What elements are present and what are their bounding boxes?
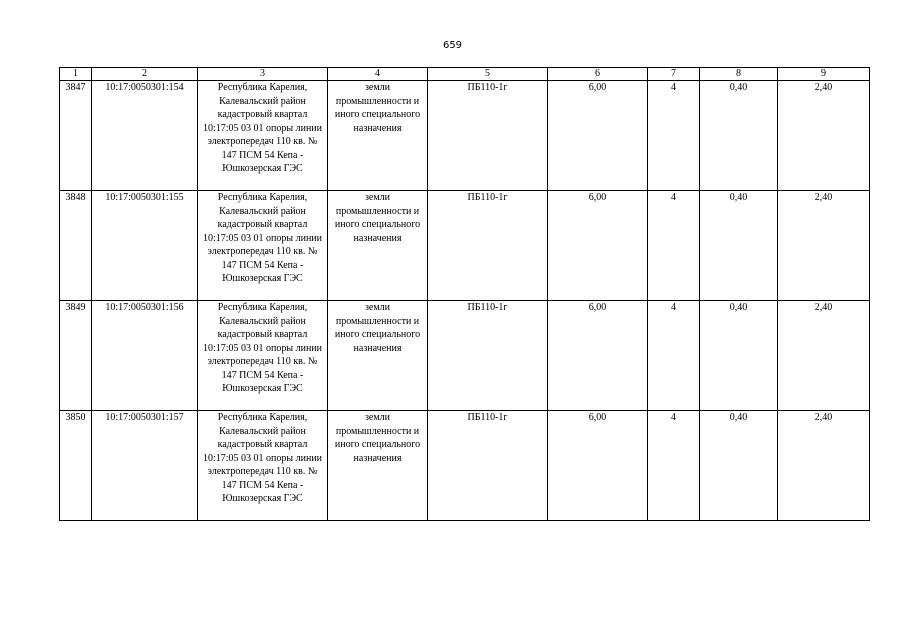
value-cell-7: 4 [648, 191, 700, 301]
support-type-cell: ПБ110-1г [428, 81, 548, 191]
value-cell-6: 6,00 [548, 411, 648, 521]
column-header: 5 [428, 68, 548, 81]
column-header: 4 [328, 68, 428, 81]
row-number: 3848 [60, 191, 92, 301]
value-cell-8: 0,40 [700, 81, 778, 191]
address-cell: Республика Карелия, Калевальский район кадастровый квартал 10:17:05 03 01 опоры линии электропередач 110 кв. № 147 ПСМ 54 Кепа - Юшкозерская ГЭС [198, 301, 328, 411]
page-number: 659 [442, 40, 463, 51]
cadastral-number: 10:17:0050301:155 [92, 191, 198, 301]
support-type-cell: ПБ110-1г [428, 191, 548, 301]
land-category-cell: земли промышленности и иного специального назначения [328, 411, 428, 521]
column-header: 6 [548, 68, 648, 81]
column-header: 3 [198, 68, 328, 81]
table-header-row [60, 68, 870, 81]
value-cell-8: 0,40 [700, 411, 778, 521]
address-cell: Республика Карелия, Калевальский район кадастровый квартал 10:17:05 03 01 опоры линии электропередач 110 кв. № 147 ПСМ 54 Кепа - Юшкозерская ГЭС [198, 81, 328, 191]
column-header: 9 [778, 68, 870, 81]
value-cell-9: 2,40 [778, 411, 870, 521]
column-header: 8 [700, 68, 778, 81]
cadastral-number: 10:17:0050301:157 [92, 411, 198, 521]
registry-table [59, 67, 870, 521]
column-header: 2 [92, 68, 198, 81]
value-cell-7: 4 [648, 411, 700, 521]
row-number: 3850 [60, 411, 92, 521]
table-row [60, 81, 870, 191]
value-cell-6: 6,00 [548, 301, 648, 411]
address-cell: Республика Карелия, Калевальский район кадастровый квартал 10:17:05 03 01 опоры линии электропередач 110 кв. № 147 ПСМ 54 Кепа - Юшкозерская ГЭС [198, 191, 328, 301]
value-cell-7: 4 [648, 301, 700, 411]
land-category-cell: земли промышленности и иного специального назначения [328, 81, 428, 191]
land-category-cell: земли промышленности и иного специального назначения [328, 301, 428, 411]
table-row [60, 301, 870, 411]
table-row [60, 411, 870, 521]
column-header: 7 [648, 68, 700, 81]
value-cell-6: 6,00 [548, 81, 648, 191]
row-number: 3849 [60, 301, 92, 411]
cadastral-number: 10:17:0050301:156 [92, 301, 198, 411]
land-category-cell: земли промышленности и иного специального назначения [328, 191, 428, 301]
row-number: 3847 [60, 81, 92, 191]
support-type-cell: ПБ110-1г [428, 301, 548, 411]
cadastral-number: 10:17:0050301:154 [92, 81, 198, 191]
address-cell: Республика Карелия, Калевальский район кадастровый квартал 10:17:05 03 01 опоры линии электропередач 110 кв. № 147 ПСМ 54 Кепа - Юшкозерская ГЭС [198, 411, 328, 521]
value-cell-7: 4 [648, 81, 700, 191]
column-header: 1 [60, 68, 92, 81]
value-cell-8: 0,40 [700, 191, 778, 301]
support-type-cell: ПБ110-1г [428, 411, 548, 521]
value-cell-6: 6,00 [548, 191, 648, 301]
value-cell-9: 2,40 [778, 301, 870, 411]
value-cell-9: 2,40 [778, 81, 870, 191]
value-cell-8: 0,40 [700, 301, 778, 411]
table-row [60, 191, 870, 301]
value-cell-9: 2,40 [778, 191, 870, 301]
